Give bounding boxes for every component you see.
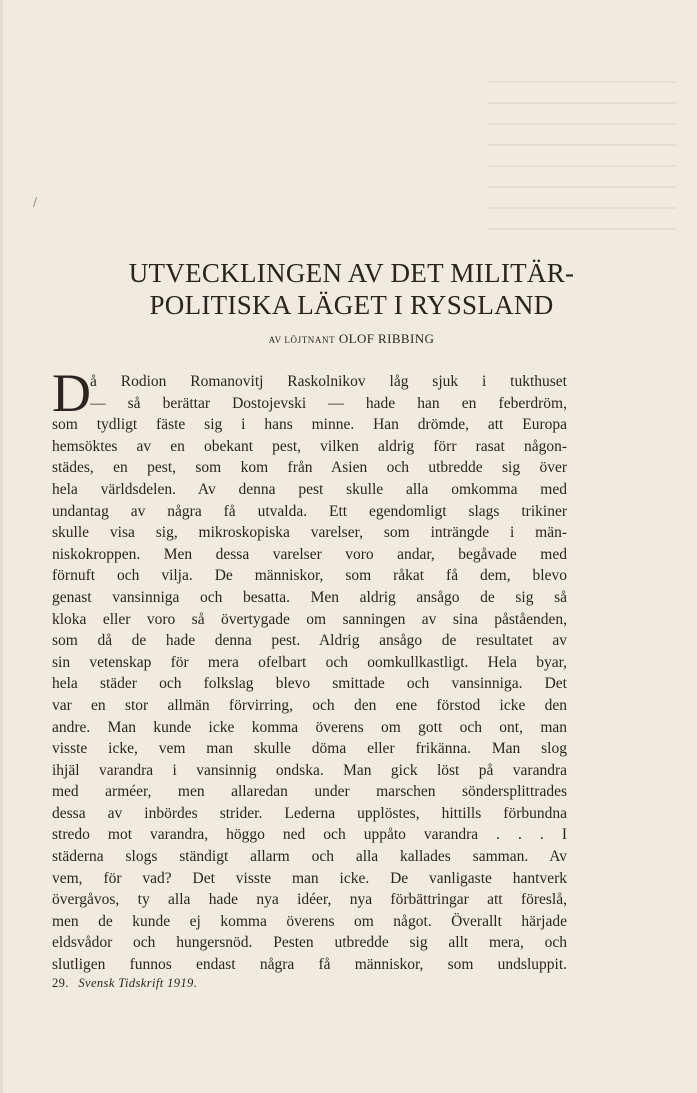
margin-mark: / <box>33 195 38 209</box>
body-line: men de kunde ej komma överens om något. Överallt härjade <box>52 912 567 930</box>
body-line: andre. Man kunde icke komma överens om gott och ont, man <box>52 718 567 736</box>
page-footer <box>52 976 197 991</box>
body-line: som då de hade denna pest. Aldrig ansågo de resultatet av <box>52 632 567 650</box>
body-line: förnuft och vilja. De människor, som råkat få dem, blevo <box>52 567 567 585</box>
body-line: dessa av inbördes strider. Lederna upplöstes, hittills förbundna <box>52 804 567 822</box>
body-line: övergåvos, ty alla hade nya idéer, nya förbättringar att föreslå, <box>52 891 567 909</box>
drop-cap: D <box>52 363 91 423</box>
body-line: undantag av några få utvalda. Ett egendomligt slags trikiner <box>52 502 567 520</box>
body-line: var en stor allmän förvirring, och den ene förstod icke den <box>52 696 567 714</box>
body-line: hela världsdelen. Av denna pest skulle alla omkomma med <box>52 480 567 498</box>
body-line: hemsöktes av en obekant pest, vilken aldrig förr rasat någon- <box>52 437 567 455</box>
byline-prefix: AV LÖJTNANT <box>268 335 336 345</box>
body-line: vem, för vad? Det visste man icke. De vanligaste hantverk <box>52 869 567 887</box>
byline <box>3 330 697 349</box>
body-line: med arméer, men allaredan under marschen söndersplittrades <box>52 783 567 801</box>
body-line: stredo mot varandra, höggo ned och uppåto varandra . . . I <box>52 826 567 844</box>
body-line: — så berättar Dostojevski — hade han en feberdröm, <box>90 394 567 412</box>
body-line: städes, en pest, som kom från Asien och utbredde sig över <box>52 459 567 477</box>
body-line: å Rodion Romanovitj Raskolnikov låg sjuk i tukthuset <box>90 373 567 390</box>
body-line: skulle visa sig, mikroskopiska varelser, som inträngde i män- <box>52 524 567 542</box>
article-title-line-2: POLITISKA LÄGET I RYSSLAND <box>149 290 554 320</box>
article-body <box>52 363 567 976</box>
body-line: hela städer och folkslag blevo smittade och vansinniga. Det <box>52 675 567 693</box>
body-line: niskokroppen. Men dessa varelser voro andar, begåvade med <box>52 545 567 563</box>
body-line: genast vansinniga och besatta. Men aldrig ansågo de sig så <box>52 588 567 606</box>
byline-author: OLOF RIBBING <box>338 331 435 346</box>
body-line: städerna slogs ständigt allarm och alla kallades samman. Av <box>52 848 567 866</box>
body-line: eldsvådor och hungersnöd. Pesten utbredde sig allt mera, och <box>52 934 567 952</box>
journal-name: Svensk Tidskrift 1919. <box>78 976 198 990</box>
body-line: kloka eller voro så övertygade om sanningen av sina påståenden, <box>52 610 567 628</box>
body-line: som tydligt fäste sig i hans minne. Han drömde, att Europa <box>52 416 567 434</box>
body-line: ihjäl varandra i vansinnig ondska. Man gick löst på varandra <box>52 761 567 779</box>
body-line: visste icke, vem man skulle döma eller frikänna. Man slog <box>52 740 567 758</box>
article-title-line-1: UTVECKLINGEN AV DET MILITÄR- <box>128 258 575 288</box>
body-line: sin vetenskap för mera ofelbart och oomkullkastligt. Hela byar, <box>52 653 567 671</box>
show-through-text <box>487 80 677 230</box>
signature-mark: 29. <box>52 976 69 990</box>
body-line: slutligen funnos endast några få människor, som undsluppit. <box>52 956 567 974</box>
